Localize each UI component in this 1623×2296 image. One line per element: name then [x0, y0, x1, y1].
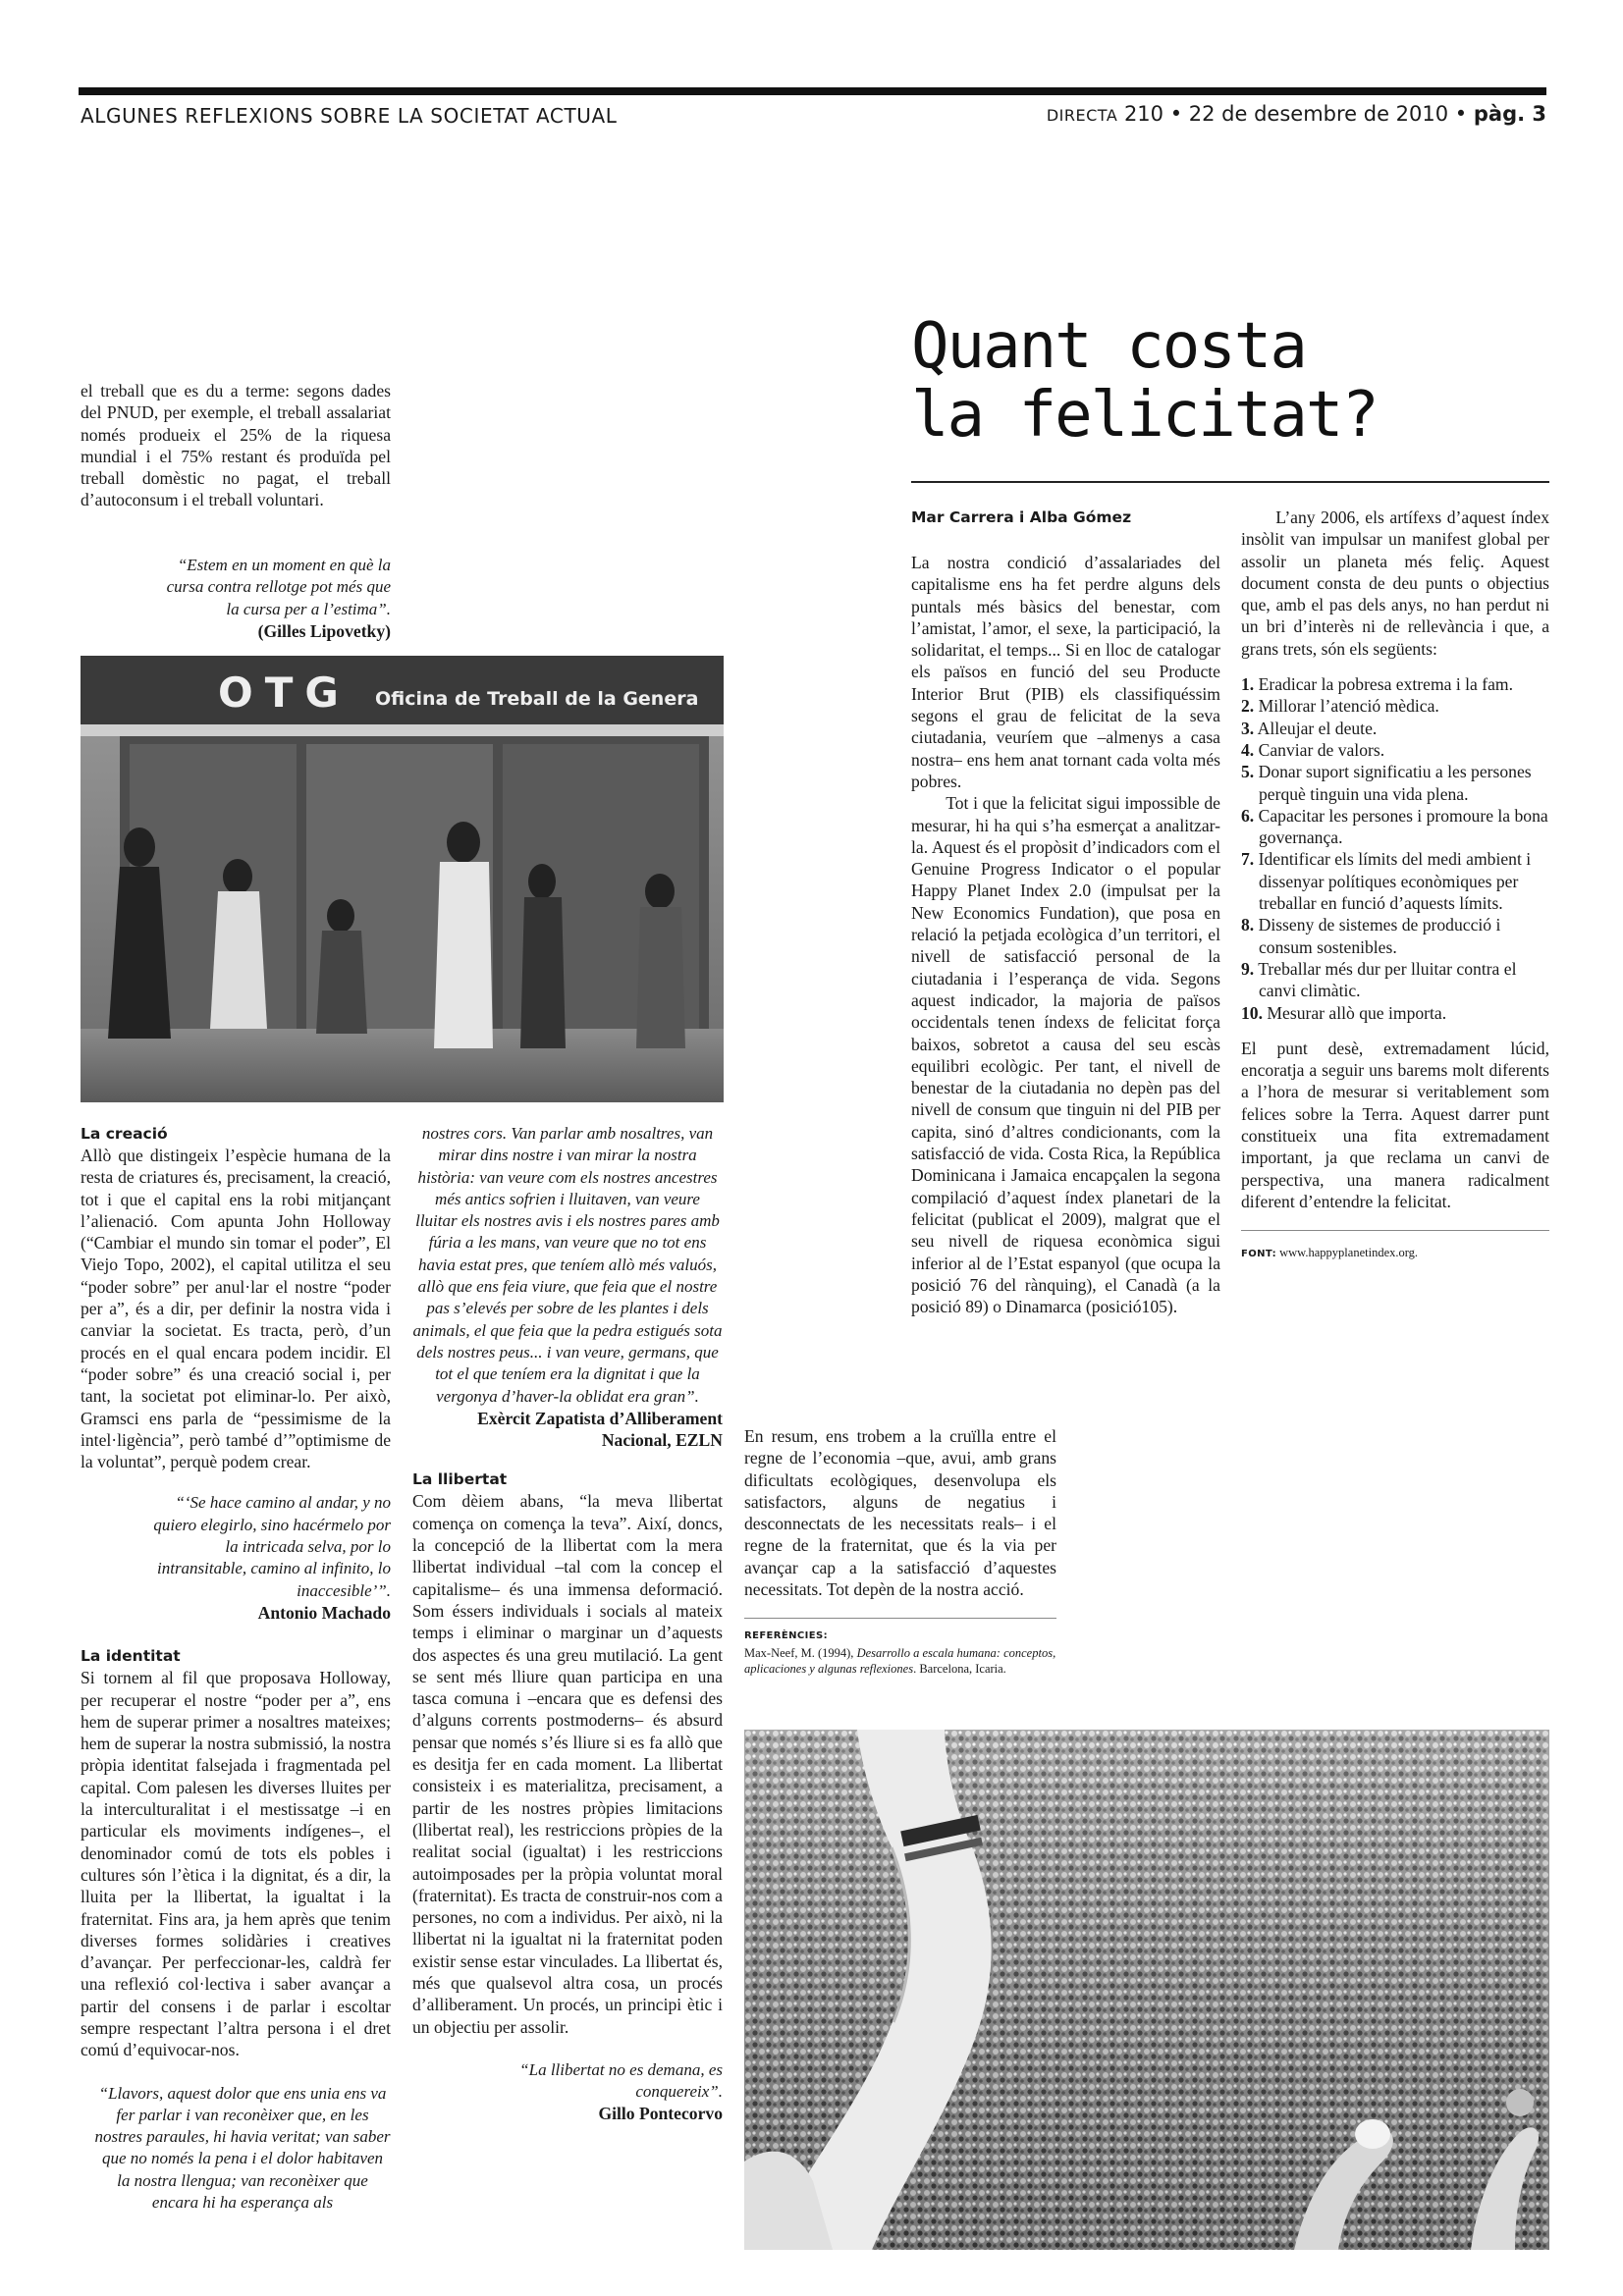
point-number: 1. [1241, 674, 1255, 695]
point-number: 6. [1241, 805, 1255, 826]
article-paragraph-4: El punt desè, extremadament lúcid, encoratja a seguir uns barems molt diferents a l’hora de mesurar si veritablement som felices sobre la Terra. Aquest darrer punt constitueix una fita extremadament important, ja que reclama un canvi de perspectiva, una manera radicalment diferent d’entendre la felicitat. [1241, 1038, 1549, 1211]
source-rule [1241, 1230, 1549, 1231]
reference-author: Max-Neef, M. (1994), [744, 1645, 857, 1660]
quote-text: “‘Se hace camino al andar, y no quiero elegirlo, sino hacérmelo por la intricada selva, por lo intransitable, camino al infinito, lo inaccesible’”. [153, 1493, 391, 1600]
manifesto-point [1241, 673, 1549, 695]
manifesto-point [1241, 739, 1549, 761]
point-number: 5. [1241, 762, 1255, 782]
manifesto-point [1241, 958, 1549, 1002]
manifesto-point [1241, 805, 1549, 849]
intro-paragraph: el treball que es du a terme: segons dades del PNUD, per exemple, el treball assalariat només produeix el 25% de la riquesa mundial i el 75% restant és produïda pel treball domèstic no pagat, el treball d’autoconsum i el treball voluntari. [81, 381, 391, 510]
title-line-1: Quant costa [911, 310, 1306, 383]
article-paragraph-5: En resum, ens trobem a la cruïlla entre el regne de l’economia –que, avui, amb grans dificultats ecològiques, desenvolupa els satisfactors, alguns de negatius i desconnectats de les necessitats reals– i el regne de la fraternitat, que és la via per avançar cap a la satisfacció d’aquestes necessitats. Tot depèn de la nostra acció. [744, 1426, 1056, 1600]
source-line [1241, 1245, 1549, 1262]
point-number: 8. [1241, 915, 1255, 935]
point-number: 3. [1241, 718, 1255, 738]
point-text: Millorar l’atenció mèdica. [1258, 696, 1439, 717]
article-column-1 [911, 552, 1220, 1317]
otg-sign-letters: OTG [218, 668, 351, 717]
point-text: Identificar els límits del medi ambient i dissenyar polítiques econòmiques per treballar en funció d’aquests límits. [1258, 849, 1532, 914]
page-number: pàg. 3 [1473, 102, 1546, 126]
point-number: 9. [1241, 958, 1255, 979]
point-text: Eradicar la pobresa extrema i la fam. [1258, 674, 1513, 695]
point-text: Treballar més dur per lluitar contra el canvi climàtic. [1258, 958, 1517, 1001]
source-label: FONT: [1241, 1249, 1276, 1260]
article-paragraph-1: La nostra condició d’assalariades del capitalisme ens ha fet perdre alguns dels puntals més bàsics del benestar, com l’amistat, l’amor, el sexe, la participació, la solidaritat, el temps... Si en lloc de catalogar els països en funció del seu Producte Interior Brut (PIB) els classifiquéssim segons el grau de felicitat de la seva ciutadania, veuríem que –almenys a casa nostra– ens hem anat tornant cada volta més pobres. [911, 553, 1220, 791]
crowd-arm-illustration [744, 1730, 1549, 2250]
reference-rule [744, 1618, 1056, 1619]
references-label: REFERÈNCIES: [744, 1630, 828, 1642]
quote-author: (Gilles Lipovetky) [257, 620, 391, 641]
top-rule [79, 87, 1546, 95]
manifesto-point [1241, 695, 1549, 717]
manifesto-point [1241, 914, 1549, 958]
llibertat-paragraph: Com dèiem abans, “la meva llibertat comença on comença la teva”. Així, doncs, la concepció de la llibertat com la mera llibertat individual –tal com la concep el capitalisme– és una immensa deformació. Som éssers individuals i socials al mateix temps i eliminar o marginar un d’aquests dos aspectes és una greu mutilació. La gent se sent més lliure quan participa en una tasca comuna i –encara que es defensi des d’alguns corrents postmoderns– és absurd pensar que només s’és lliure si es fa allò que es desitja fer en cada moment. La llibertat consisteix i es materialitza, precisament, a partir de les nostres pròpies limitacions (llibertat real), les restriccions pròpies de la realitat social (igualtat) i les restriccions autoimposades per la pròpia voluntat moral (fraternitat). Es tracta de construir-nos com a persones, no com a individus. Per això, ni la llibertat ni la igualtat ni la fraternitat poden existir sense estar vinculades. La llibertat és, més que qualsevol altra cosa, un procés d’alliberament. Un procés, un principi ètic i un objectiu per assolir. [412, 1491, 723, 2037]
creacio-heading: La creació [81, 1125, 168, 1143]
pontecorvo-quote [412, 2059, 723, 2125]
point-number: 2. [1241, 696, 1255, 717]
creacio-paragraph: Allò que distingeix l’espècie humana de la resta de criatures és, precisament, la creació, tot i que el capital ens la robi mitjançant l’alienació. Com apunta John Holloway (“Cambiar el mundo sin tomar el poder”, El Viejo Topo, 2002), el capital utilitza el seu “poder sobre” per anul·lar el nostre “poder per a”, és a dir, per definir la nostra vida i canviar la societat. Es tracta, però, d’un procés en el qual encara podem incidir. El “poder sobre” és una creació social i, per tant, la societat pot eliminar-lo. Per això, Gramsci ens parla de “pessimisme de la intel·ligència”, però també d’”optimisme de la voluntat”, perquè podem crear. [81, 1146, 391, 1472]
otg-sign-text: Oficina de Treball de la Genera [375, 688, 699, 710]
point-text: Donar suport significatiu a les persones perquè tinguin una vida plena. [1258, 762, 1532, 804]
title-rule [911, 481, 1549, 483]
source-url: www.happyplanetindex.org. [1275, 1246, 1419, 1260]
point-text: Canviar de valors. [1258, 739, 1385, 760]
reference-title: Desarrollo a escala humana: conceptos, aplicaciones y algunas reflexiones [744, 1645, 1056, 1676]
quote-author: Antonio Machado [257, 1602, 391, 1623]
references [744, 1627, 1056, 1677]
article-paragraph-2: Tot i que la felicitat sigui impossible de mesurar, hi ha qui s’ha esmerçat a analitzar-la. Aquest és el propòsit d’indicadors com el Genuine Progress Indicator o el popular Happy Planet Index 2.0 (impulsat per la New Economics Fundation), que posa en relació la petjada ecològica d’un territori, el nivell de satisfacció personal de la ciutadania i l’esperança de vida. Segons aquest indicador, la majoria de països occidentals tenen índexs de felicitat força baixos, sobretot a causa del seu escàs equilibri ecològic. Per tant, el nivell de benestar de la ciutadania no depèn pas del nivell de consum que tinguin ni del PIB per capita, sinó d’altres condicionants, com la satisfacció de vida. Costa Rica, la República Dominicana i Jamaica encapçalen la segona compilació d’aquest índex planetari de la felicitat (publicat el 2009), malgrat que el seu nivell de riquesa econòmica sigui inferior al de l’Estat espanyol (que ocupa la posició 76 del rànquing), el Canadà (a la posició 89) o Dinamarca (posició105). [911, 793, 1220, 1317]
issue-date: 210 • 22 de desembre de 2010 • [1117, 102, 1474, 126]
article-paragraph-3: L’any 2006, els artífexs d’aquest índex insòlit van impulsar un manifest global per assolir un planeta més feliç. Aquest document consta de deu punts o objectius que, amb el pas dels anys, no han perdut ni un bri d’interès ni de rellevància i que, a grans trets, són els següents: [1241, 507, 1549, 659]
byline: Mar Carrera i Alba Gómez [911, 508, 1132, 526]
identitat-heading: La identitat [81, 1647, 181, 1666]
manifesto-point [1241, 1002, 1549, 1024]
middle-column [412, 1123, 723, 2125]
point-text: Mesurar allò que importa. [1267, 1002, 1447, 1023]
quote-text: “Llavors, aquest dolor que ens unia ens va fer parlar i van reconèixer que, en les nostres paraules, hi havia veritat; van saber que no només la pena i el dolor habitaven la nostra llengua; van reconèixer que encara hi ha esperança als [94, 2083, 391, 2213]
manifesto-point [1241, 718, 1549, 739]
point-text: Capacitar les persones i promoure la bona governança. [1258, 805, 1548, 848]
queue-photo-illustration [81, 656, 724, 1102]
title-line-2: la felicitat? [911, 379, 1378, 452]
article-conclusion [744, 1425, 1056, 1677]
reference-publisher: . Barcelona, Icaria. [913, 1661, 1006, 1676]
point-number: 4. [1241, 739, 1255, 760]
manifesto-point [1241, 761, 1549, 805]
article-title [911, 312, 1378, 450]
crowd-photo [744, 1730, 1549, 2250]
zapatista-quote-start [81, 2083, 391, 2215]
point-text: Disseny de sistemes de producció i consum sostenibles. [1258, 915, 1501, 957]
left-column [81, 1109, 391, 2214]
article-column-2 [1241, 507, 1549, 1263]
llibertat-heading: La llibertat [412, 1470, 508, 1489]
point-text: Alleujar el deute. [1257, 718, 1378, 738]
manifesto-points [1241, 673, 1549, 1024]
quote-text: “Estem en un moment en què la cursa contra rellotge pot més que la cursa per a l’estima”. [166, 556, 391, 618]
machado-quote [81, 1492, 391, 1624]
publication-name: DIRECTA [1046, 106, 1118, 125]
section-title: ALGUNES REFLEXIONS SOBRE LA SOCIETAT ACTUAL [81, 104, 618, 128]
identitat-paragraph: Si tornem al fil que proposava Holloway, per recuperar el nostre “poder per a”, ens hem de superar primer a nosaltres mateixes; hem de superar la nostra submissió, la nostra pròpia identitat falsejada i fragmentada pel capital. Com palesen les diverses lluites per la interculturalitat i el mestissatge –i en particular els moviments indígenes–, el denominador comú de tots els pobles i cultures són l’ètica i la dignitat, és a dir, la lluita per la llibertat, la igualtat i la fraternitat. Fins ara, ja hem après que tenim diverses formes solidàries i creatives d’avançar. Per perfeccionar-les, caldrà fer una reflexió col·lectiva i saber avançar a partir del consens i de parlar i escoltar sempre respectant l’altra persona i el dret comú d’equivocar-nos. [81, 1668, 391, 2060]
zapatista-author: Exèrcit Zapatista d’Alliberament Nacional, EZLN [477, 1408, 723, 1451]
quote-text: “La llibertat no es demana, es conquereix”. [519, 2059, 723, 2102]
manifesto-point [1241, 848, 1549, 914]
quote-author: Gillo Pontecorvo [598, 2104, 723, 2124]
left-intro [81, 380, 391, 511]
point-number: 7. [1241, 849, 1255, 870]
lipovetsky-quote [157, 555, 391, 642]
zapatista-quote-continued: nostres cors. Van parlar amb nosaltres, van mirar dins nostre i van mirar la nostra història: van veure com els nostres ancestres més antics sofrien i lluitaven, van veure lluitar els nostres avis i els nostres pares amb fúria a les mans, van veure que no tot ens havia estat pres, que teníem allò més valuós, allò que ens feia viure, que feia que el nostre pas s’elevés per sobre de les plantes i dels animals, el que feia que la pedra estigués sota dels nostres peus... i van veure, germans, que tot el que teníem era la dignitat i que la vergonya d’haver-la oblidat era gran”. [412, 1124, 723, 1406]
otg-photo [81, 656, 724, 1102]
point-number: 10. [1241, 1002, 1263, 1023]
issue-info [1047, 102, 1546, 126]
